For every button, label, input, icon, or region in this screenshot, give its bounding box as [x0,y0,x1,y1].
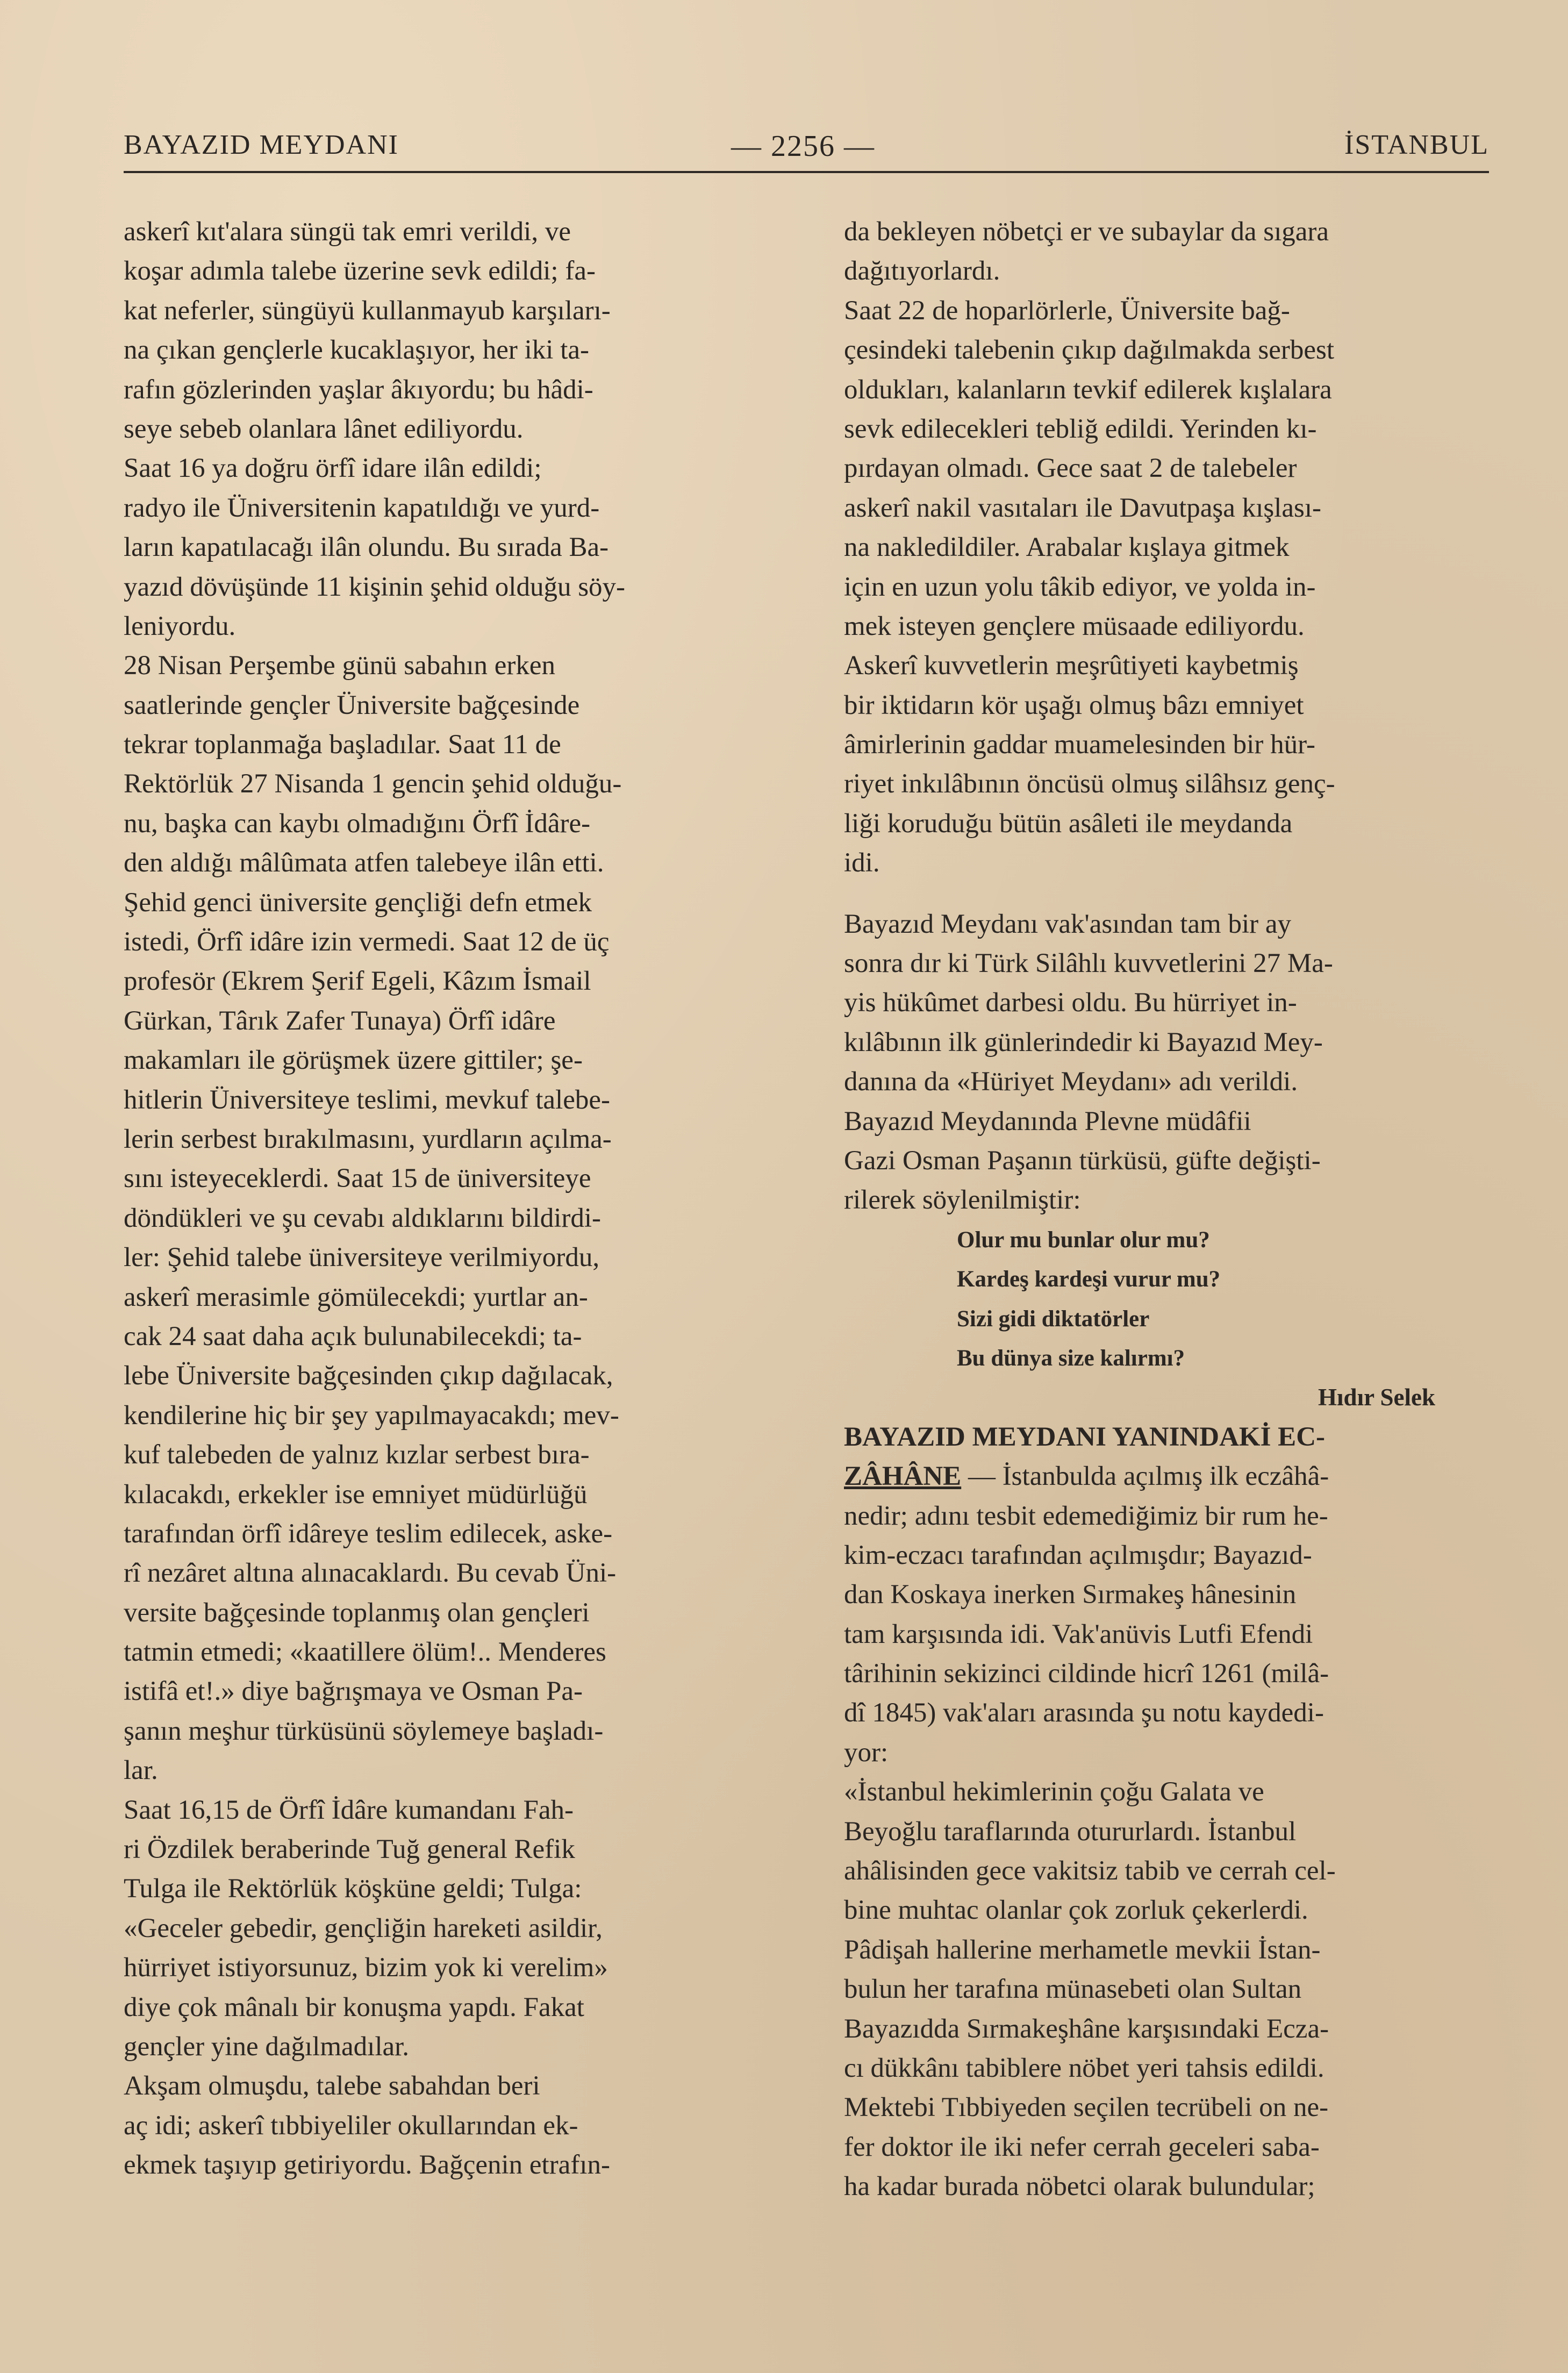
poem-verse: Bu dünya size kalırmı? [957,1345,1185,1371]
paragraph-gap [844,883,1500,905]
text-line: kim-eczacı tarafından açılmışdır; Bayazıd- [844,1540,1312,1570]
text-line: Gürkan, Târık Zafer Tunaya) Örfî idâre [124,1005,556,1036]
text-line: nu, başka can kaybı olmadığını Örfî İdâre- [124,808,591,839]
text-line: hürriyet istiyorsunuz, bizim yok ki verelim» [124,1953,608,1983]
text-line: Akşam olmuşdu, talebe sabahdan beri [124,2071,540,2102]
text-line: dî 1845) vak'aları arasında şu notu kaydedi- [844,1698,1324,1728]
text-line: ri Özdilek beraberinde Tuğ general Refik [124,1834,575,1865]
text-line: makamları ile görüşmek üzere gittiler; şe- [124,1045,583,1076]
text-line: da bekleyen nöbetçi er ve subaylar da sıgara [844,217,1329,247]
text-line: pırdayan olmadı. Gece saat 2 de talebeler [844,453,1297,484]
text-line: profesör (Ekrem Şerif Egeli, Kâzım İsmail [124,966,591,997]
text-line: kılâbının ilk günlerindedir ki Bayazıd Mey- [844,1027,1323,1057]
running-title-right: İSTANBUL [1344,130,1489,160]
text-line: Saat 16 ya doğru örfî idare ilân edildi; [124,453,542,484]
text-line: Saat 16,15 de Örfî İdâre kumandanı Fah- [124,1795,574,1825]
text-line: bir iktidarın kör uşağı olmuş bâzı emniyet [844,690,1304,720]
text-line: seye sebeb olanlara lânet ediliyordu. [124,413,524,444]
text-line: aç idi; askerî tıbbiyeliler okullarından ek- [124,2110,578,2141]
text-line: saatlerinde gençler Üniversite bağçesinde [124,690,580,720]
text-line: askerî nakil vasıtaları ile Davutpaşa kışlası- [844,492,1321,523]
text-line: yazıd dövüşünde 11 kişinin şehid olduğu söy- [124,571,626,602]
poem-verse: Sizi gidi diktatörler [957,1306,1150,1332]
text-line: kuf talebeden de yalnız kızlar serbest bıra- [124,1440,590,1470]
text-line: Şehid genci üniversite gençliği defn etmek [124,887,592,918]
text-line: ahâlisinden gece vakitsiz tabib ve cerrah cel- [844,1856,1336,1886]
text-line: askerî merasimle gömülecekdi; yurtlar an- [124,1282,588,1312]
running-title-left: BAYAZID MEYDANI [124,130,399,160]
text-line: bulun her tarafına münasebeti olan Sultan [844,1974,1302,2005]
text-line: Gazi Osman Paşanın türküsü, güfte değişti- [844,1145,1321,1176]
text-line: Tulga ile Rektörlük köşküne geldi; Tulga: [124,1874,582,1904]
text-line: bine muhtac olanlar çok zorluk çekerlerdi. [844,1895,1308,1926]
text-line: Mektebi Tıbbiyeden seçilen tecrübeli on ne- [844,2092,1329,2123]
right-column-part-c [844,1772,1500,2206]
text-line: Bayazıd Meydanı vak'asından tam bir ay [844,909,1292,939]
text-line: versite bağçesinde toplanmış olan gençleri [124,1597,590,1628]
text-line: dağıtıyorlardı. [844,256,1000,287]
text-line: radyo ile Üniversitenin kapatıldığı ve yurd- [124,492,600,523]
header-rule [124,171,1489,173]
text-line: oldukları, kalanların tevkif edilerek kışlalara [844,374,1332,405]
text-line: fer doktor ile iki nefer cerrah geceleri saba- [844,2132,1320,2162]
text-line: yis hükûmet darbesi oldu. Bu hürriyet in- [844,988,1297,1018]
text-line: askerî kıt'alara süngü tak emri verildi, ve [124,217,571,247]
text-line: Bayazıdda Sırmakeşhâne karşısındaki Ecza- [844,2013,1329,2044]
text-line: Askerî kuvvetlerin meşrûtiyeti kaybetmiş [844,651,1299,681]
text-line: Pâdişah hallerine merhametle mevkii İstan- [844,1934,1321,1965]
text-line: târihinin sekizinci cildinde hicrî 1261 (milâ- [844,1659,1329,1689]
text-line: cı dükkânı tabiblere nöbet yeri tahsis edildi. [844,2053,1324,2083]
right-column [844,212,1500,2207]
text-line: sonra dır ki Türk Silâhlı kuvvetlerini 27 Ma- [844,948,1333,979]
text-line: riyet inkılâbının öncüsü olmuş silâhsız genç- [844,769,1335,799]
text-line: için en uzun yolu tâkib ediyor, ve yolda in- [844,571,1316,602]
text-line: lerin serbest bırakılmasını, yurdların açılma- [124,1124,612,1154]
right-column-part-b [844,905,1500,1220]
poem-block [844,1220,1500,1378]
text-line: yor: [844,1737,889,1768]
text-line: gençler yine dağılmadılar. [124,2031,410,2062]
poem-verse: Olur mu bunlar olur mu? [957,1227,1210,1253]
text-line: sını isteyeceklerdi. Saat 15 de üniversiteye [124,1163,591,1194]
text-line: hitlerin Üniversiteye teslimi, mevkuf talebe- [124,1084,610,1115]
text-line: tekrar toplanmağa başladılar. Saat 11 de [124,730,561,760]
text-line: cak 24 saat daha açık bulunabilecekdi; ta- [124,1321,582,1352]
text-line: na nakledildiler. Arabalar kışlaya gitmek [844,532,1290,563]
text-line: danına da «Hüriyet Meydanı» adı verildi. [844,1067,1298,1097]
text-line: lebe Üniversite bağçesinden çıkıp dağılacak, [124,1361,613,1391]
text-line: istifâ et!.» diye bağrışmaya ve Osman Pa- [124,1676,583,1707]
poem-author: Hıdır Selek [1318,1384,1435,1411]
text-line: na çıkan gençlerle kucaklaşıyor, her iki ta- [124,335,589,366]
eczahane-title-word: ZÂHÂNE [844,1461,962,1492]
text-line: tatmin etmedi; «kaatillere ölüm!.. Menderes [124,1637,606,1668]
text-line: sevk edilecekleri tebliğ edildi. Yerinden kı- [844,413,1317,444]
text-line: ler: Şehid talebe üniversiteye verilmiyordu, [124,1242,600,1273]
text-line: şanın meşhur türküsünü söylemeye başladı- [124,1716,604,1746]
text-line: rilerek söylenilmiştir: [844,1185,1081,1216]
page-header [124,129,1489,172]
text-line: mek isteyen gençlere müsaade ediliyordu. [844,611,1305,641]
text-line: ların kapatılacağı ilân olundu. Bu sırada Ba- [124,532,609,563]
text-line: rî nezâret altına alınacaklardı. Bu cevab Üni- [124,1558,617,1589]
text-line: «Geceler gebedir, gençliğin hareketi asildir, [124,1913,603,1943]
text-line: lar. [124,1755,158,1786]
text-line: Rektörlük 27 Nisanda 1 gencin şehid olduğu- [124,769,622,799]
left-column [124,212,779,2185]
eczahane-first-line-rest: — İstanbulda açılmış ilk eczâhâ- [961,1461,1329,1492]
text-line: den aldığı mâlûmata atfen talebeye ilân etti. [124,848,604,878]
text-line: «İstanbul hekimlerinin çoğu Galata ve [844,1777,1264,1807]
poem-verse: Kardeş kardeşi vurur mu? [957,1267,1221,1292]
text-line: Saat 22 de hoparlörlerle, Üniversite bağ- [844,295,1290,326]
text-line: çesindeki talebenin çıkıp dağılmakda serbest [844,335,1335,366]
text-line: tarafından örfî idâreye teslim edilecek, aske- [124,1518,613,1549]
text-line: döndükleri ve şu cevabı aldıklarını bildirdi- [124,1203,602,1233]
text-line: dan Koskaya inerken Sırmakeş hânesinin [844,1579,1297,1610]
text-line: kılacakdı, erkekler ise emniyet müdürlüğü [124,1479,588,1510]
text-line: leniyordu. [124,611,236,641]
text-line: koşar adımla talebe üzerine sevk edildi; fa- [124,256,596,287]
eczahane-first-line [844,1457,1500,1496]
text-line: 28 Nisan Perşembe günü sabahın erken [124,651,556,681]
eczahane-body [844,1497,1500,1773]
text-line: istedi, Örfî idâre izin vermedi. Saat 12 de üç [124,927,610,957]
text-line: kendilerine hiç bir şey yapılmayacakdı; mev- [124,1400,619,1431]
right-column-part-a [844,212,1500,883]
text-line: diye çok mânalı bir konuşma yapdı. Fakat [124,1992,584,2022]
text-line: âmirlerinin gaddar muamelesinden bir hür- [844,730,1316,760]
text-line: rafın gözlerinden yaşlar âkıyordu; bu hâdi- [124,374,593,405]
text-line: liği koruduğu bütün asâleti ile meydanda [844,808,1293,839]
text-line: ha kadar burada nöbetci olarak bulundular; [844,2171,1315,2202]
text-line: kat neferler, süngüyü kullanmayub karşıları- [124,295,611,326]
text-line: idi. [844,848,880,878]
text-line: ekmek taşıyıp getiriyordu. Bağçenin etrafın- [124,2150,610,2181]
page-number: — 2256 — [731,130,875,163]
text-line: nedir; adını tesbit edemediğimiz bir rum he- [844,1500,1328,1531]
text-line: Beyoğlu taraflarında otururlardı. İstanbul [844,1816,1297,1847]
eczahane-title-line: BAYAZID MEYDANI YANINDAKİ EC- [844,1421,1326,1452]
text-line: tam karşısında idi. Vak'anüvis Lutfi Efendi [844,1619,1313,1649]
text-line: Bayazıd Meydanında Plevne müdâfii [844,1106,1251,1137]
